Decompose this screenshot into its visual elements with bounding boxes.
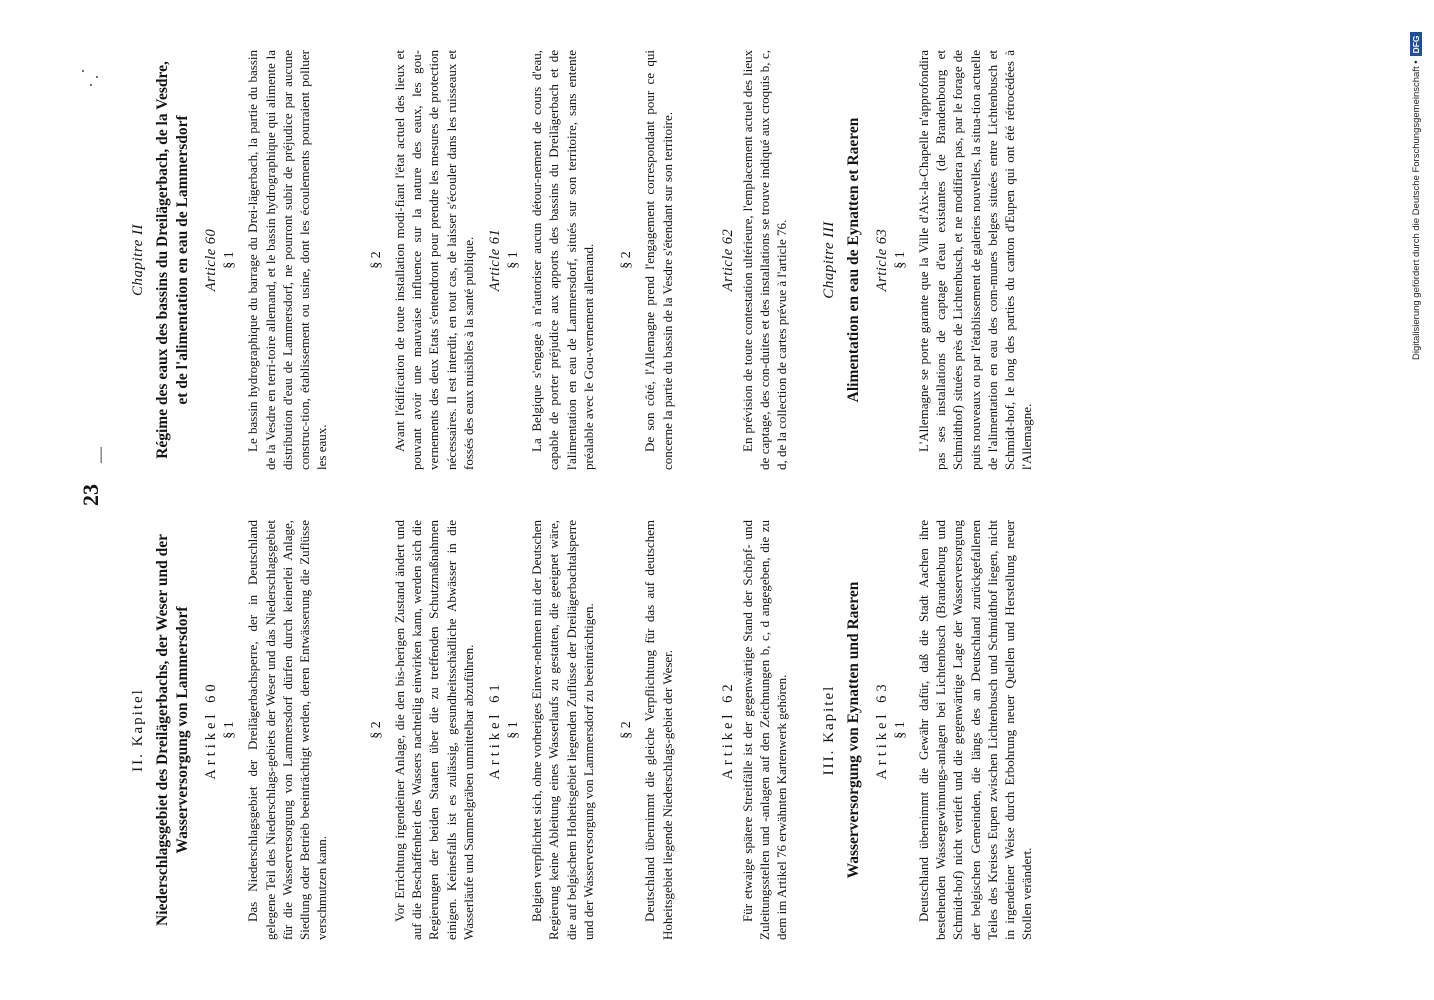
chapter-heading: II. Kapitel: [130, 688, 146, 772]
article-heading: Article 60: [203, 228, 220, 292]
paragraph: En prévision de toute contestation ultérieure, l'emplacement actuel des lieux de captage, des con-duites et des installations se trouve indiqué aux croquis b, c, d, de la collection de cartes prévue à l'article 76.: [739, 50, 790, 470]
chapter-heading: Chapitre II: [130, 223, 146, 297]
article-heading: Article 62: [719, 228, 736, 292]
paragraph: La Belgique s'engage à n'autoriser aucun détour-nement de cours d'eau, capable de porter préjudice aux apports des bassins du Dreilägerbach et de l'alimentation en eau de Lammersdorf, situés sur son territoire, sans entente préalable avec le Gou-vernement allemand.: [529, 50, 596, 470]
article-heading: Article 61: [487, 228, 504, 292]
paragraph: Vor Errichtung irgendeiner Anlage, die den bis-herigen Zustand ändert und auf die Beschaffenheit des Wassers nachteilig einwirken kann, werden sich die Regierungen der beiden Staaten über die zu treffenden Schutzmaßnahmen einigen. Keinesfalls ist es zulässig, gesundheitsschädliche Abwässer in die Wasserläufe und Sammelgräben unmittelbar abzuführen.: [391, 520, 476, 940]
paragraph: Avant l'édification de toute installation modi-fiant l'état actuel des lieux et pouvant avoir une mauvaise influence sur la nature des eaux, les gou-vernements des deux Etats s'entendront pour prendre les mesures de protection nécessaires. Il est interdit, en tout cas, de laisser s'écouler dans les ruisseaux et fossés des eaux nuisibles à la santé publique.: [391, 50, 476, 470]
article-heading: Artikel 60: [203, 680, 220, 780]
paragraph: De son côté, l'Allemagne prend l'engagement correspondant pour ce qui concerne la partie du bassin de la Vesdre s'étendant sur son territoire.: [642, 50, 675, 470]
paragraph: Für etwaige spätere Streitfälle ist der gegenwärtige Stand der Schöpf- und Zuleitungsstellen und -anlagen auf den Zeichnungen b, c, d angegeben, die zu dem im Artikel 76 erwähnten Kartenwerk gehören.: [739, 520, 790, 940]
article-heading: Article 63: [873, 228, 890, 292]
digitization-credit: [1410, 10, 1422, 360]
section-heading: § 1: [222, 251, 238, 269]
paragraph: Le bassin hydrographique du barrage du Drei-lägerbach, la partie du bassin de la Vesdre en terri-toire allemand, et le bassin hydrographique qui alimente la distribution d'eau de Lammersdorf, ne pourront subir de préjudice par aucune construc-tion, établissement ou usine, dont les écoulements pourraient polluer les eaux.: [245, 50, 330, 470]
chapter-heading: III. Kapitel: [820, 684, 837, 776]
page-dash: —: [92, 447, 109, 463]
section-heading: § 2: [368, 721, 384, 739]
chapter-title: Régime des eaux des bassins du Dreilägerbach, de la Vesdre, et de l'alimentation en eau de Lammersdorf: [154, 61, 192, 459]
german-column: [120, 520, 1300, 940]
paragraph: Deutschland übernimmt die gleiche Verpflichtung für das auf deutschem Hoheitsgebiet liegende Niederschlags-gebiet der Weser.: [642, 520, 675, 940]
french-column: [120, 50, 1300, 470]
paragraph: L'Allemagne se porte garante que la Ville d'Aix-la-Chapelle n'approfondira pas ses installations de captage d'eau existantes (de Brandenbourg et Schmidthof) situées près de Lichtenbusch, et ne modifiera pas, par le forage de puits nouveaux ou par l'établissement de galeries nouvelles, la situa-tion actuelle de l'alimentation en eau des com-munes belges situées entre Lichtenbusch et Schmidt-hof, le long des parties du canton d'Eupen qui ont été rétrocédées à l'Allemagne.: [915, 50, 1035, 470]
chapter-title: Alimentation en eau de Eynatten et Raeren: [844, 117, 862, 403]
section-heading: § 1: [892, 721, 908, 739]
section-heading: § 1: [506, 251, 522, 269]
chapter-heading: Chapitre III: [820, 221, 837, 299]
section-heading: § 2: [619, 251, 635, 269]
credit-text: Digitalisierung gefördert durch die Deutsche Forschungsgemeinschaft •: [1410, 60, 1422, 360]
section-heading: § 2: [619, 721, 635, 739]
dfg-logo: DFG: [1410, 32, 1422, 56]
page-number: 23: [78, 484, 103, 506]
article-heading: Artikel 61: [487, 680, 504, 780]
article-heading: Artikel 63: [873, 680, 890, 780]
section-heading: § 1: [892, 251, 908, 269]
paragraph: Das Niederschlagsgebiet der Dreilägerbachsperre, der in Deutschland gelegene Teil des Niederschlags-gebiets der Weser und das Niederschlagsgebiet für die Wasserversorgung von Lammersdorf dürfen durch keinerlei Anlage, Siedlung oder Betrieb beeinträchtigt werden, deren Entwässerung die Zuflüsse verschmutzen kann.: [245, 520, 330, 940]
section-heading: § 1: [222, 721, 238, 739]
section-heading: § 1: [506, 721, 522, 739]
paragraph: Deutschland übernimmt die Gewähr dafür, daß die Stadt Aachen ihre bestehenden Wassergewinnungs-anlagen bei Lichtenbusch (Brandenburg und Schmidt-hof) nicht vertieft und die gegenwärtige Lage der Wasserversorgung der belgischen Gemeinden, die längs des an Deutschland zurückgefallenen Teiles des Kreises Eupen zwischen Lichtenbusch und Schmidthof liegen, nicht in irgendeiner Weise durch Erbohrung neuer Quellen und Herstellung neuer Stollen verändert.: [915, 520, 1035, 940]
paragraph: Belgien verpflichtet sich, ohne vorheriges Einver-nehmen mit der Deutschen Regierung keine Ableitung eines Wasserlaufs zu gestatten, die geeignet wäre, die auf belgischem Hoheitsgebiet liegenden Zuflüsse der Dreilägerbachtalsperre und der Wasserversorgung von Lammersdorf zu beeinträchtigen.: [529, 520, 596, 940]
chapter-title: Wasserversorgung von Eynatten und Raeren: [844, 581, 862, 879]
section-heading: § 2: [368, 251, 384, 269]
article-heading: Artikel 62: [719, 680, 736, 780]
chapter-title: Niederschlagsgebiet des Dreilägerbachs, der Weser und der Wasserversorgung von Lammersdorf: [154, 534, 192, 926]
